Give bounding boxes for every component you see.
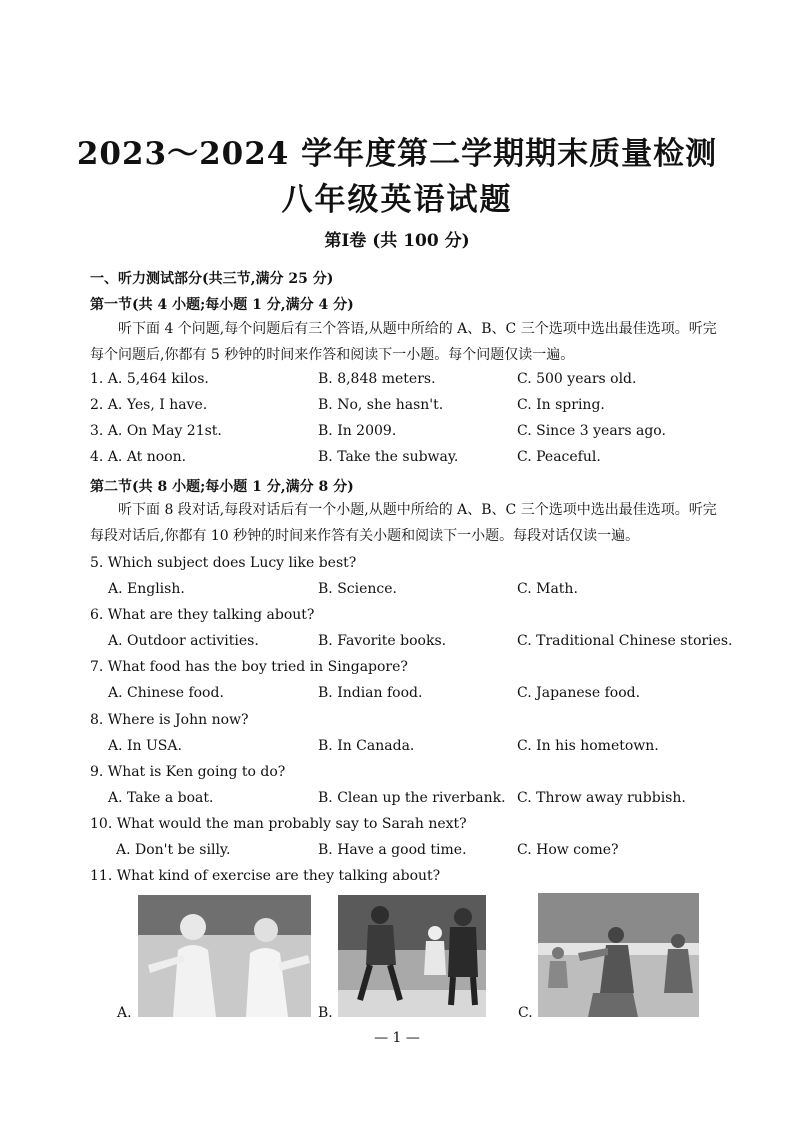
option-a: 3. A. On May 21st. xyxy=(90,423,222,439)
option-c: C. Japanese food. xyxy=(517,685,641,701)
volume-heading: 第Ⅰ卷 (共 100 分) xyxy=(324,231,470,251)
picture-label-c: C. xyxy=(518,1005,533,1021)
skating-photo xyxy=(338,895,486,1017)
option-b: B. Science. xyxy=(318,581,397,597)
option-b: B. Favorite books. xyxy=(318,633,447,649)
option-a: A. Take a boat. xyxy=(108,790,214,806)
section2-instructions: 听下面 8 段对话,每段对话后有一个小题,从题中所给的 A、B、C 三个选项中选出最佳选项。听完每段对话后,你都有 10 秒钟的时间来作答有关小题和阅读下一小题。每段对话仅读一遍。 xyxy=(90,502,717,544)
option-b: B. Clean up the riverbank. xyxy=(318,790,506,806)
option-b: B. Have a good time. xyxy=(318,842,467,858)
option-c: C. Throw away rubbish. xyxy=(517,790,686,806)
option-a: A. Outdoor activities. xyxy=(108,633,259,649)
option-c: C. 500 years old. xyxy=(517,371,637,387)
question-text: 10. What would the man probably say to Sarah next? xyxy=(90,816,467,832)
option-a: A. In USA. xyxy=(108,738,182,754)
question-text: 11. What kind of exercise are they talking about? xyxy=(90,868,441,884)
option-b: B. Indian food. xyxy=(318,685,423,701)
dancing-photo xyxy=(538,893,699,1017)
option-a: A. Chinese food. xyxy=(108,685,224,701)
question-text: 8. Where is John now? xyxy=(90,712,249,728)
option-c: C. In his hometown. xyxy=(517,738,659,754)
option-a: A. Don't be silly. xyxy=(116,842,231,858)
picture-label-a: A. xyxy=(117,1005,132,1021)
option-c: C. Peaceful. xyxy=(517,449,601,465)
section2-heading: 第二节(共 8 小题;每小题 1 分,满分 8 分) xyxy=(90,479,354,495)
option-a: 1. A. 5,464 kilos. xyxy=(90,371,209,387)
option-a: 2. A. Yes, I have. xyxy=(90,397,208,413)
option-b: B. 8,848 meters. xyxy=(318,371,436,387)
question-text: 9. What is Ken going to do? xyxy=(90,764,286,780)
option-a: 4. A. At noon. xyxy=(90,449,187,465)
section1-heading: 第一节(共 4 小题;每小题 1 分,满分 4 分) xyxy=(90,297,354,313)
option-b: B. In 2009. xyxy=(318,423,397,439)
option-b: B. Take the subway. xyxy=(318,449,459,465)
option-b: B. No, she hasn't. xyxy=(318,397,444,413)
question-text: 6. What are they talking about? xyxy=(90,607,315,623)
option-c: C. Math. xyxy=(517,581,578,597)
question-text: 5. Which subject does Lucy like best? xyxy=(90,555,357,571)
section1-instructions: 听下面 4 个问题,每个问题后有三个答语,从题中所给的 A、B、C 三个选项中选出最佳选项。听完每个问题后,你都有 5 秒钟的时间来作答和阅读下一小题。每个问题仅读一遍。 xyxy=(90,321,717,363)
option-c: C. In spring. xyxy=(517,397,605,413)
question-text: 7. What food has the boy tried in Singapore? xyxy=(90,659,408,675)
option-c: C. How come? xyxy=(517,842,619,858)
option-c: C. Traditional Chinese stories. xyxy=(517,633,733,649)
page-number: — 1 — xyxy=(374,1030,420,1046)
option-c: C. Since 3 years ago. xyxy=(517,423,666,439)
exam-title: 2023～2024 学年度第二学期期末质量检测 xyxy=(76,136,718,172)
picture-label-b: B. xyxy=(318,1005,333,1021)
option-a: A. English. xyxy=(108,581,185,597)
option-b: B. In Canada. xyxy=(318,738,415,754)
part1-heading: 一、听力测试部分(共三节,满分 25 分) xyxy=(90,271,334,287)
taichi-photo xyxy=(138,895,311,1017)
exam-subtitle: 八年级英语试题 xyxy=(281,182,513,218)
